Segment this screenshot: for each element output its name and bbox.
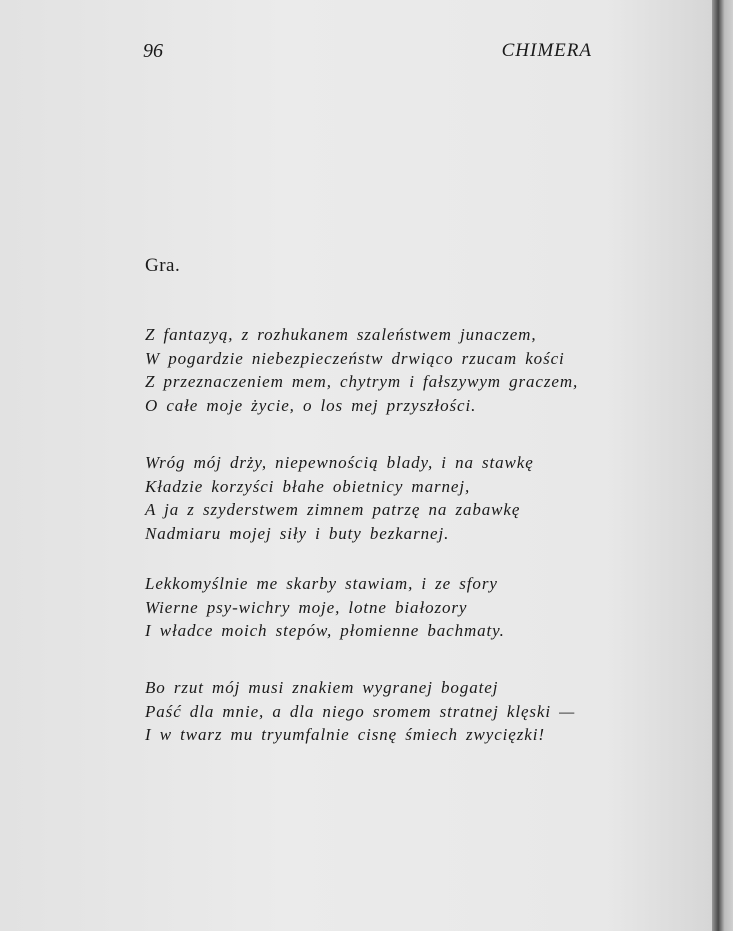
verse-line: Kładzie korzyści błahe obietnicy marnej, [145,476,471,496]
verse-line: Bo rzut mój musi znakiem wygranej bogatej [145,678,499,697]
verse-line: Wierne psy-wichry moje, lotne białozory [145,597,468,617]
verse-line: Z przeznaczeniem mem, chytrym i fałszywym graczem, [145,372,579,391]
verse-line: O całe moje życie, o los mej przyszłości. [145,395,477,415]
stanza-3 [145,572,505,643]
page-number: 96 [143,40,163,62]
verse-line: Lekkomyślnie me skarby stawiam, i ze sfory [145,574,498,593]
verse-line: Paść dla mnie, a dla niego sromem stratnej klęski — [145,701,576,721]
verse-line: Z fantazyą, z rozhukanem szaleństwem junaczem, [145,325,537,344]
verse-line: A ja z szyderstwem zimnem patrzę na zabawkę [145,500,521,519]
stanza-1 [145,323,578,417]
verse-line: W pogardzie niebezpieczeństw drwiąco rzucam kości [145,348,565,368]
stanza-4 [145,676,575,747]
verse-line: Wróg mój drży, niepewnością blady, i na stawkę [145,453,534,472]
verse-line: Nadmiaru mojej siły i buty bezkarnej. [145,523,450,543]
stanza-2 [145,451,534,545]
verse-line: I w twarz mu tryumfalnie cisnę śmiech zwycięzki! [145,725,545,744]
poem-title: Gra. [145,255,181,276]
running-title: CHIMERA [501,40,592,61]
page-edge [712,0,733,931]
verse-line: I władce moich stepów, płomienne bachmaty. [145,621,505,640]
